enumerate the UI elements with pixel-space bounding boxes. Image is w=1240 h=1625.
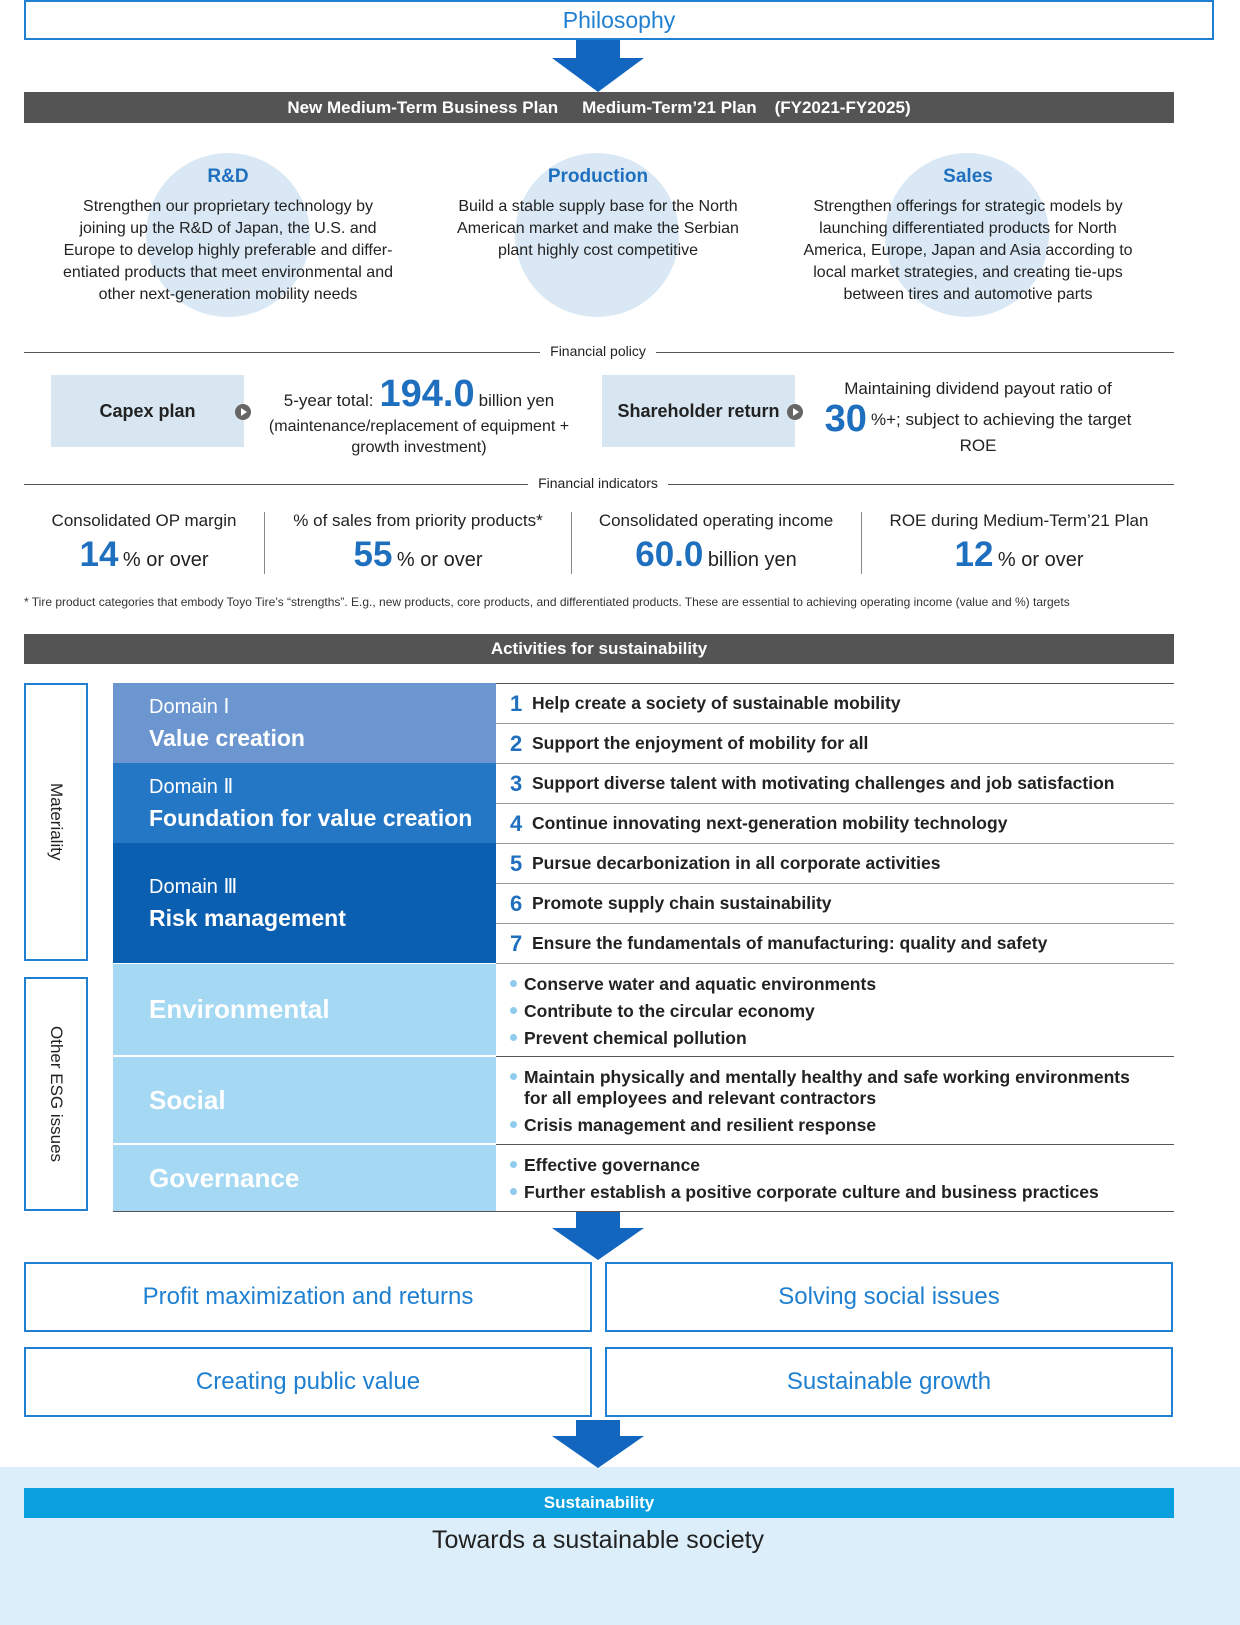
capex-unit: billion yen: [478, 391, 555, 410]
outcome-label: Creating public value: [195, 1368, 421, 1395]
list-item: Further establish a positive corporate culture and business practices: [510, 1182, 1170, 1203]
capex-prefix: 5-year total:: [283, 391, 374, 410]
materiality-text: Continue innovating next-generation mobility technology: [532, 813, 1008, 833]
materiality-text: Pursue decarbonization in all corporate activities: [532, 853, 941, 873]
indicator-divider: [571, 512, 572, 574]
indicator-value: 14: [79, 535, 119, 574]
down-arrow-icon: [552, 40, 644, 92]
esg-environmental: [113, 964, 496, 1056]
materiality-number: 2: [510, 730, 523, 756]
shareholder-return-box: [602, 375, 795, 447]
indicator-label: % of sales from priority products*: [293, 511, 543, 530]
production-column: [410, 166, 786, 262]
materiality-text: Support the enjoyment of mobility for all: [532, 733, 869, 753]
indicator-roe: [864, 511, 1174, 575]
rnd-column: [40, 166, 416, 306]
materiality-text: Promote supply chain sustainability: [532, 893, 832, 913]
esg-governance: [113, 1145, 496, 1211]
rnd-text-line: joining up the R&D of Japan, the U.S. and: [79, 220, 377, 237]
indicator-operating-income: [574, 511, 858, 575]
rnd-text-line: entiated products that meet environmental and: [63, 264, 393, 281]
esg-side-label: Other ESG issues: [47, 1025, 66, 1163]
indicator-label: Consolidated operating income: [598, 511, 834, 530]
domain-number: Domain Ⅰ: [149, 696, 230, 718]
domain-value-creation: [113, 683, 496, 763]
sustainability-bar: [24, 1488, 1174, 1518]
domain-risk-management: [113, 843, 496, 963]
list-item: Crisis management and resilient response: [510, 1115, 1170, 1136]
financial-indicators-label: Financial indicators: [528, 475, 668, 491]
indicator-value: 55: [353, 535, 393, 574]
indicator-unit: % or over: [396, 549, 483, 571]
materiality-text: Help create a society of sustainable mobility: [532, 693, 901, 713]
materiality-item: [496, 724, 1174, 764]
production-text-line: plant highly cost competitive: [497, 242, 699, 259]
materiality-item: [496, 884, 1174, 924]
list-item: Conserve water and aquatic environments: [510, 974, 1170, 995]
rnd-title: R&D: [207, 166, 249, 187]
materiality-number: 5: [510, 850, 523, 876]
capex-detail: [252, 373, 586, 458]
domain-title: Value creation: [149, 725, 305, 751]
footnote: * Tire product categories that embody Toyo Tire’s “strengths”. E.g., new products, core products, and differentiated products. These are essential to achieving operating income (value and %) targets: [24, 595, 1070, 609]
indicator-priority-products: [268, 511, 568, 575]
philosophy-box: [24, 0, 1214, 40]
capex-note: growth investment): [351, 439, 487, 456]
materiality-item: [496, 684, 1174, 724]
esg-side-box: [24, 977, 88, 1211]
shareholder-line: ROE: [959, 436, 997, 455]
materiality-item: [496, 924, 1174, 964]
sales-text-line: America, Europe, Japan and Asia according to: [803, 242, 1133, 259]
plan-name: New Medium-Term Business Plan: [287, 97, 559, 117]
production-title: Production: [547, 166, 649, 187]
activities-label: Activities for sustainability: [490, 639, 708, 658]
capex-value: 194.0: [379, 373, 475, 415]
esg-label: Governance: [149, 1162, 300, 1193]
list-item: Prevent chemical pollution: [510, 1028, 1170, 1049]
plan-bar: [24, 92, 1174, 123]
materiality-text: Ensure the fundamentals of manufacturing: quality and safety: [532, 933, 1048, 953]
indicator-divider: [861, 512, 862, 574]
materiality-number: 7: [510, 930, 523, 956]
outcome-profit-box: [24, 1262, 592, 1332]
indicator-op-margin: [24, 511, 264, 575]
outcome-label: Sustainable growth: [786, 1368, 992, 1395]
materiality-item: [496, 844, 1174, 884]
down-arrow-icon: [552, 1212, 644, 1260]
towards-text: Towards a sustainable society: [431, 1526, 765, 1554]
materiality-number: 3: [510, 770, 523, 796]
indicator-label: Consolidated OP margin: [51, 511, 237, 530]
outcome-social-box: [605, 1262, 1173, 1332]
sales-column: [780, 166, 1156, 306]
capex-plan-label: Capex plan: [99, 400, 196, 421]
activities-bar: [24, 634, 1174, 664]
domain-number: Domain Ⅱ: [149, 776, 234, 798]
domain-title: Foundation for value creation: [149, 805, 473, 831]
materiality-number: 6: [510, 890, 523, 916]
indicator-unit: % or over: [122, 549, 209, 571]
outcome-label: Solving social issues: [778, 1283, 1000, 1310]
materiality-number: 4: [510, 810, 523, 836]
materiality-number: 1: [510, 690, 523, 716]
outcome-public-value-box: [24, 1347, 592, 1417]
plan-period: (FY2021-FY2025): [774, 97, 911, 117]
domain-foundation: [113, 763, 496, 843]
rnd-text-line: Strengthen our proprietary technology by: [83, 198, 373, 215]
table-rule: [496, 1056, 1174, 1057]
financial-policy-label: Financial policy: [540, 343, 656, 359]
down-arrow-icon: [552, 1420, 644, 1468]
social-list: [510, 1067, 1170, 1136]
outcome-label: Profit maximization and returns: [142, 1283, 474, 1310]
rnd-text-line: Europe to develop highly preferable and differ-: [63, 242, 393, 259]
rnd-text-line: other next-generation mobility needs: [98, 286, 358, 303]
production-text-line: American market and make the Serbian: [457, 220, 739, 237]
materiality-side-label: Materiality: [47, 783, 66, 861]
indicator-value: 12: [954, 535, 994, 574]
sales-text-line: between tires and automotive parts: [843, 286, 1093, 303]
materiality-side-box: [24, 683, 88, 961]
indicator-unit: billion yen: [707, 549, 797, 571]
shareholder-line: Maintaining dividend payout ratio of: [844, 379, 1112, 398]
materiality-item: [496, 804, 1174, 844]
indicator-label: ROE during Medium-Term’21 Plan: [889, 511, 1149, 530]
capex-note: (maintenance/replacement of equipment +: [268, 418, 570, 435]
sustainability-label: Sustainability: [543, 1493, 655, 1512]
domain-title: Risk management: [149, 905, 346, 931]
esg-label: Social: [149, 1084, 226, 1115]
list-item: Maintain physically and mentally healthy and safe working environments: [510, 1067, 1170, 1088]
production-text-line: Build a stable supply base for the North: [458, 198, 738, 215]
play-arrow-icon: [235, 404, 251, 420]
materiality-item: [496, 764, 1174, 804]
table-rule: [496, 1144, 1174, 1145]
shareholder-detail: [808, 378, 1148, 455]
indicator-unit: % or over: [997, 549, 1084, 571]
indicator-divider: [264, 512, 265, 574]
esg-social: [113, 1057, 496, 1144]
shareholder-return-label: Shareholder return: [617, 400, 780, 421]
sales-text-line: Strengthen offerings for strategic models by: [813, 198, 1123, 215]
environmental-list: [510, 974, 1170, 1049]
list-item: Contribute to the circular economy: [510, 1001, 1170, 1022]
outcome-growth-box: [605, 1347, 1173, 1417]
indicator-value: 60.0: [635, 535, 704, 574]
play-arrow-icon: [787, 404, 803, 420]
sales-title: Sales: [943, 166, 993, 187]
philosophy-label: Philosophy: [562, 6, 676, 33]
materiality-text: Support diverse talent with motivating challenges and job satisfaction: [532, 773, 1115, 793]
list-item: Effective governance: [510, 1155, 1170, 1176]
list-item-continuation: for all employees and relevant contractors: [524, 1088, 877, 1108]
esg-label: Environmental: [149, 994, 330, 1024]
sales-text-line: local market strategies, and creating tie-ups: [813, 264, 1123, 281]
sales-text-line: launching differentiated products for North: [819, 220, 1117, 237]
domain-number: Domain Ⅲ: [149, 876, 238, 898]
governance-list: [510, 1155, 1170, 1203]
shareholder-value: 30: [824, 398, 867, 440]
capex-plan-box: [51, 375, 244, 447]
shareholder-line: %+; subject to achieving the target: [870, 409, 1132, 429]
plan-title: Medium-Term’21 Plan: [582, 97, 757, 117]
